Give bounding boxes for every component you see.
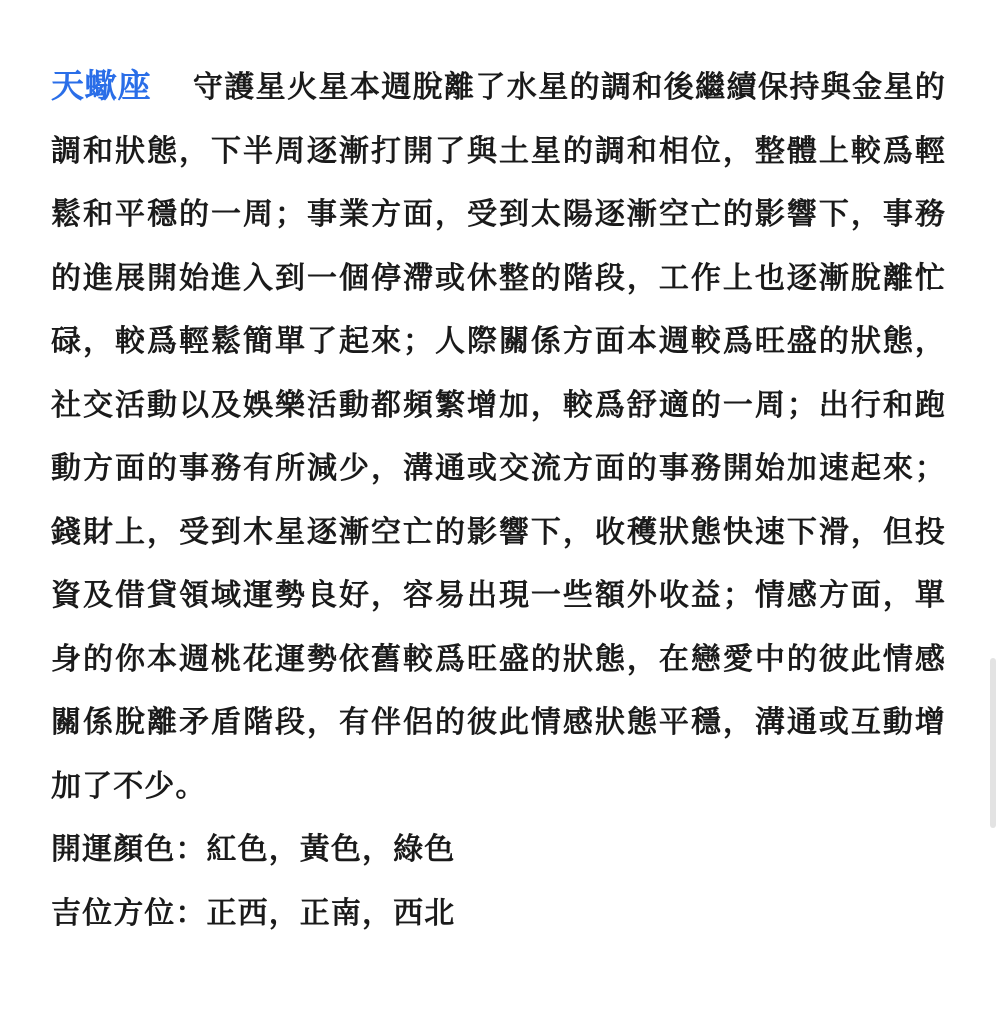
zodiac-sign-title: 天蠍座 [51, 66, 151, 105]
scrollbar[interactable] [986, 0, 998, 1024]
horoscope-article [51, 54, 946, 945]
lucky-color-line: 開運顏色：紅色，黃色，綠色 [51, 832, 456, 867]
lucky-direction-line: 吉位方位：正西，正南，西北 [51, 895, 456, 931]
scrollbar-thumb[interactable] [990, 658, 996, 828]
horoscope-paragraph [51, 54, 946, 818]
horoscope-body-text: 守護星火星本週脫離了水星的調和後繼續保持與金星的調和狀態，下半周逐漸打開了與土星的調和相位，整體上較爲輕鬆和平穩的一周；事業方面，受到太陽逐漸空亡的影響下，事務的進展開始進入到一個停滯或休整的階段，工作上也逐漸脫離忙碌，較爲輕鬆簡單了起來；人際關係方面本週較爲旺盛的狀態，社交活動以及娛樂活動都頻繁增加，較爲舒適的一周；出行和跑動方面的事務有所減少，溝通或交流方面的事務開始加速起來；錢財上，受到木星逐漸空亡的影響下，收穫狀態快速下滑，但投資及借貸領域運勢良好，容易出現一些額外收益；情感方面，單身的你本週桃花運勢依舊較爲旺盛的狀態，在戀愛中的彼此情感關係脫離矛盾階段，有伴侶的彼此情感狀態平穩，溝通或互動增加了不少。 [51, 70, 947, 804]
